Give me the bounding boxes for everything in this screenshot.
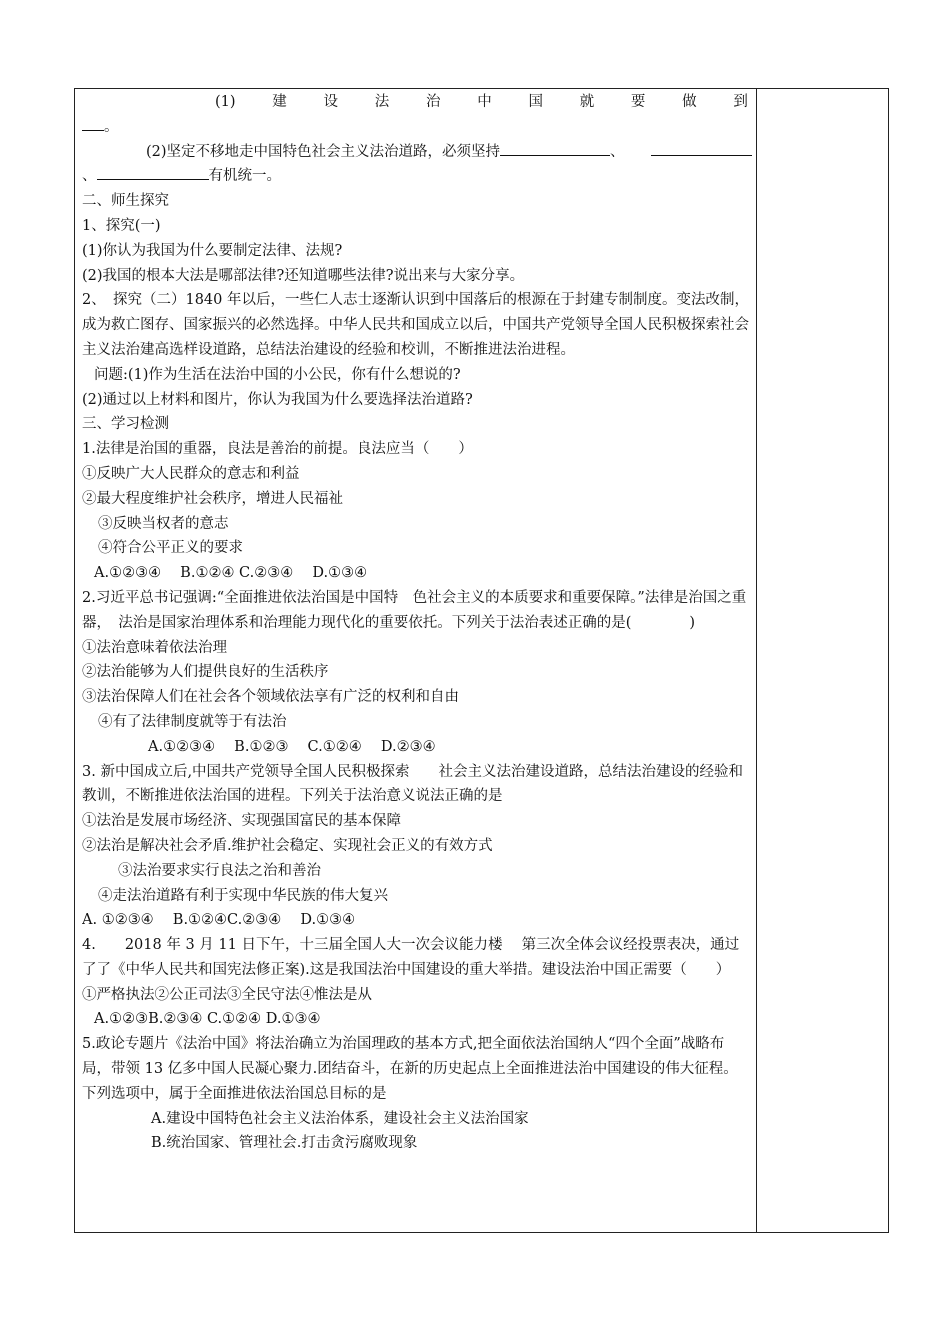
test-3-option: ②法治是解决社会矛盾.维护社会稳定、实现社会正义的有效方式: [82, 837, 493, 854]
test-5-option-a: A.建设中国特色社会主义法治体系，建设社会主义法治国家: [151, 1110, 529, 1127]
test-1-option: ①反映广大人民群众的意志和利益: [82, 465, 300, 482]
test-3-option: ①法治是发展市场经济、实现强国富民的基本保障: [82, 813, 401, 830]
test-2-option: ①法治意味着依法治理: [82, 639, 227, 656]
explore-2-question-2: (2)通过以上材料和图片，你认为我国为什么要选择法治道路?: [82, 391, 473, 408]
test-1-answers: A.①②③④ B.①②④ C.②③④ D.①③④: [94, 565, 368, 582]
test-3-answers: A. ①②③④ B.①②④C.②③④ D.①③④: [82, 912, 356, 929]
test-3-option: ③法治要求实行良法之治和善治: [118, 862, 321, 879]
test-5-question: 5.政论专题片《法治中国》将法治确立为治国理政的基本方式,把全面依法治国纳人“四个全面”战略布局，带领 13 亿多中国人民凝心聚力.团结奋斗，在新的历史起点上全面推进法治中国建设的伟大征程。下列选项中，属于全面推进依法治国总目标的是: [82, 1036, 738, 1102]
test-2-question: 2.习近平总书记强调:“全面推进依法治国是中国特 色社会主义的本质要求和重要保障。”法律是治国之重器， 法治是国家治理体系和治理能力现代化的重要依托。下列关于法治表述正确的是( ): [82, 589, 747, 631]
test-1-option: ④符合公平正义的要求: [98, 540, 243, 557]
explore-2-question-1: 问题:(1)作为生活在法治中国的小公民，你有什么想说的?: [94, 366, 461, 383]
answer-blank: [97, 165, 209, 180]
explore-2-paragraph: 2、 探究（二）1840 年以后，一些仁人志士逐渐认识到中国落后的根源在于封建专制制度。变法改制，成为救亡图存、国家振兴的必然选择。中华人民共和国成立以后，中国共产党领导全国人民积极探索社会主义法治建高选样设道路，总结法治建设的经验和校训，不断推进法治进程。: [82, 292, 749, 358]
test-2-option: ②法治能够为人们提供良好的生活秩序: [82, 664, 329, 681]
test-4-option: ①严格执法②公正司法③全民守法④惟法是从: [82, 986, 372, 1003]
q2-line-2: 、 有机统一。: [82, 164, 752, 189]
q1-line: (1) 建 设 法 治 中 国 就 要 做 到: [215, 94, 748, 110]
section-heading: 二、师生探究: [82, 193, 169, 210]
answer-blank: [82, 116, 104, 131]
test-3-option: ④走法治道路有利于实现中华民族的伟大复兴: [98, 887, 388, 904]
test-1-option: ②最大程度维护社会秩序，增进人民福祉: [82, 490, 343, 507]
test-1-question: 1.法律是治国的重器，良法是善治的前提。良法应当（ ）: [82, 441, 473, 458]
answer-blank: [500, 141, 610, 156]
document-body: [82, 90, 752, 1156]
explore-1-title: 1、探究(一): [82, 217, 161, 234]
test-2-option: ③法治保障人们在社会各个领域依法享有广泛的权利和自由: [82, 689, 459, 706]
column-divider: [756, 88, 757, 1233]
test-5-option-b: B.统治国家、管理社会.打击贪污腐败现象: [151, 1135, 418, 1152]
test-1-option: ③反映当权者的意志: [98, 515, 229, 532]
test-4-answers: A.①②③B.②③④ C.①②④ D.①③④: [94, 1011, 321, 1028]
test-4-question: 4. 2018 年 3 月 11 日下午，十三届全国人大一次会议能力楼 第三次全体会议经投票表决，通过了了《中华人民共和国宪法修正案).这是我国法治中国建设的重大举措。建设法治中国正需要（ ）: [82, 937, 740, 978]
test-2-option: ④有了法律制度就等于有法治: [98, 713, 287, 730]
explore-1-question-1: (1)你认为我国为什么要制定法律、法规?: [82, 242, 343, 259]
answer-blank: [651, 141, 752, 156]
test-2-answers: A.①②③④ B.①②③ C.①②④ D.②③④: [148, 738, 436, 755]
q1-answer-line: 。: [82, 115, 752, 140]
section-heading: 三、学习检测: [82, 416, 169, 433]
explore-1-question-2: (2)我国的根本大法是哪部法律?还知道哪些法律?说出来与大家分享。: [82, 267, 525, 284]
test-3-question: 3. 新中国成立后,中国共产党领导全国人民积极探索 社会主义法治建设道路，总结法治建设的经验和教训，不断推进依法治国的进程。下列关于法治意义说法正确的是: [82, 763, 744, 805]
q2-line: (2)坚定不移地走中国特色社会主义法治道路，必须坚持 、: [82, 140, 752, 165]
